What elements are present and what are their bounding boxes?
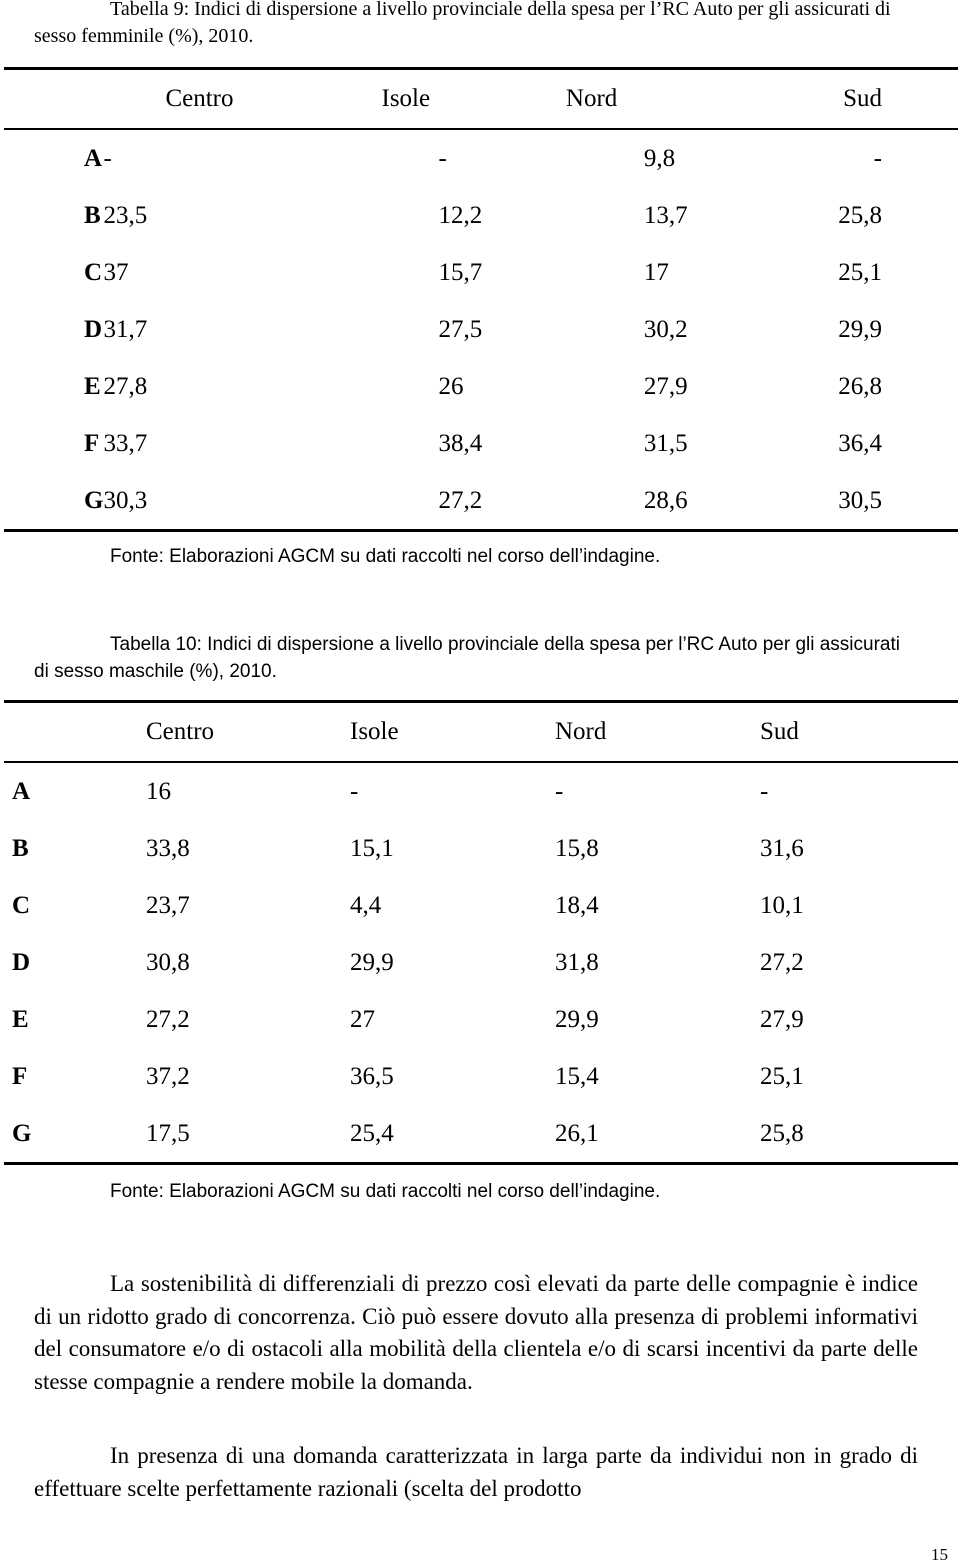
table-cell: 17: [643, 258, 669, 286]
row-header-blank: [4, 69, 103, 130]
table-row: [4, 1048, 958, 1105]
row-label: D: [12, 948, 31, 976]
table-cell: 23,7: [146, 891, 190, 919]
table-cell: 26: [438, 372, 464, 400]
table-row: [4, 472, 958, 531]
table-cell: 26,1: [555, 1119, 599, 1147]
table-cell: 9,8: [643, 144, 676, 172]
table-row: [4, 187, 958, 244]
table-cell: 29,9: [555, 1005, 599, 1033]
table-cell: 15,8: [555, 834, 599, 862]
table-9: [4, 67, 958, 532]
col-header-sud: Sud: [843, 85, 882, 112]
row-header-blank: [4, 702, 146, 763]
row-label: F: [84, 429, 100, 457]
table-cell: 30,3: [103, 486, 148, 514]
table-cell: 30,2: [643, 315, 688, 343]
table-cell: 36,4: [838, 429, 882, 457]
table-cell: -: [438, 144, 447, 172]
table-cell: 16: [146, 777, 171, 805]
table-cell: 27,9: [643, 372, 688, 400]
table-cell: 30,8: [146, 948, 190, 976]
table-cell: 15,7: [438, 258, 483, 286]
table-cell: -: [873, 144, 882, 172]
row-label: B: [84, 201, 101, 229]
table-cell: 23,5: [103, 201, 148, 229]
table-row: [4, 415, 958, 472]
row-label: A: [12, 777, 31, 805]
table-cell: 30,5: [838, 486, 882, 514]
table-cell: 38,4: [438, 429, 483, 457]
row-label: E: [12, 1005, 29, 1033]
table-row: [4, 762, 958, 820]
table-cell: 27,8: [103, 372, 148, 400]
table-cell: 29,9: [838, 315, 882, 343]
col-header-nord: Nord: [555, 718, 607, 745]
table-cell: 29,9: [350, 948, 394, 976]
table-cell: 13,7: [643, 201, 688, 229]
table-row: [4, 358, 958, 415]
table-cell: 36,5: [350, 1062, 394, 1090]
table-cell: -: [103, 144, 112, 172]
table-row: [4, 877, 958, 934]
table-cell: 27,2: [438, 486, 483, 514]
col-header-centro: Centro: [165, 85, 234, 112]
table-cell: 25,8: [838, 201, 882, 229]
page-number: 15: [931, 1545, 948, 1564]
table-10: [4, 700, 958, 1165]
table-cell: 27: [350, 1005, 375, 1033]
table-cell: 33,8: [146, 834, 190, 862]
table-10-source: Fonte: Elaborazioni AGCM su dati raccolti nel corso dell’indagine.: [110, 1181, 661, 1202]
table-cell: 27,9: [760, 1005, 804, 1033]
table-cell: 33,7: [103, 429, 148, 457]
table-header-row: [4, 69, 958, 130]
table-cell: 26,8: [838, 372, 882, 400]
table-cell: -: [555, 777, 564, 805]
table-cell: 4,4: [350, 891, 382, 919]
row-label: B: [12, 834, 29, 862]
table-cell: 17,5: [146, 1119, 190, 1147]
row-label: E: [84, 372, 101, 400]
table-cell: 15,1: [350, 834, 394, 862]
row-label: D: [84, 315, 103, 343]
body-paragraph-1: La sostenibilità di differenziali di prezzo così elevati da parte delle compagnie è indice di un ridotto grado di concorrenza. Ciò può essere dovuto alla presenza di problemi informativi del consumatore e/o di ostacoli alla mobilità della clientela e/o di scarsi incentivi da parte delle stesse compagnie a rendere mobile la domanda.: [34, 1271, 918, 1394]
table-row: [4, 991, 958, 1048]
row-label: G: [12, 1119, 32, 1147]
table-cell: 25,1: [838, 258, 882, 286]
table-cell: 18,4: [555, 891, 599, 919]
table-cell: 31,6: [760, 834, 804, 862]
col-header-nord: Nord: [565, 85, 618, 112]
row-label: C: [12, 891, 31, 919]
table-row: [4, 820, 958, 877]
table-9-source: Fonte: Elaborazioni AGCM su dati raccolti nel corso dell’indagine.: [110, 546, 661, 567]
table-9-caption: Tabella 9: Indici di dispersione a livello provinciale della spesa per l’RC Auto per gli assicurati di sesso femminile (%), 2010.: [34, 0, 891, 47]
table-header-row: [4, 702, 958, 763]
table-cell: -: [760, 777, 769, 805]
table-cell: 25,4: [350, 1119, 394, 1147]
table-row: [4, 129, 958, 187]
table-cell: -: [350, 777, 359, 805]
table-cell: 15,4: [555, 1062, 599, 1090]
col-header-centro: Centro: [146, 718, 215, 745]
table-row: [4, 1105, 958, 1164]
row-label: C: [84, 258, 103, 286]
table-cell: 27,2: [146, 1005, 190, 1033]
row-label: A: [84, 144, 103, 172]
table-cell: 10,1: [760, 891, 804, 919]
table-cell: 25,8: [760, 1119, 804, 1147]
table-row: [4, 934, 958, 991]
table-cell: 27,5: [438, 315, 483, 343]
table-cell: 31,5: [643, 429, 688, 457]
col-header-sud: Sud: [760, 718, 799, 745]
table-10-caption: Tabella 10: Indici di dispersione a livello provinciale della spesa per l’RC Auto per gli assicurati di sesso maschile (%), 2010.: [34, 634, 900, 682]
table-cell: 25,1: [760, 1062, 804, 1090]
table-cell: 31,8: [555, 948, 599, 976]
col-header-isole: Isole: [381, 85, 431, 112]
table-cell: 28,6: [643, 486, 688, 514]
table-row: [4, 301, 958, 358]
table-cell: 12,2: [438, 201, 483, 229]
table-cell: 27,2: [760, 948, 804, 976]
table-row: [4, 244, 958, 301]
row-label: G: [84, 486, 104, 514]
table-cell: 37: [103, 258, 129, 286]
table-cell: 37,2: [146, 1062, 190, 1090]
table-cell: 31,7: [103, 315, 148, 343]
body-paragraph-2: In presenza di una domanda caratterizzata in larga parte da individui non in grado di effettuare scelte perfettamente razionali (scelta del prodotto: [34, 1443, 918, 1501]
row-label: F: [12, 1062, 28, 1090]
col-header-isole: Isole: [350, 718, 399, 745]
